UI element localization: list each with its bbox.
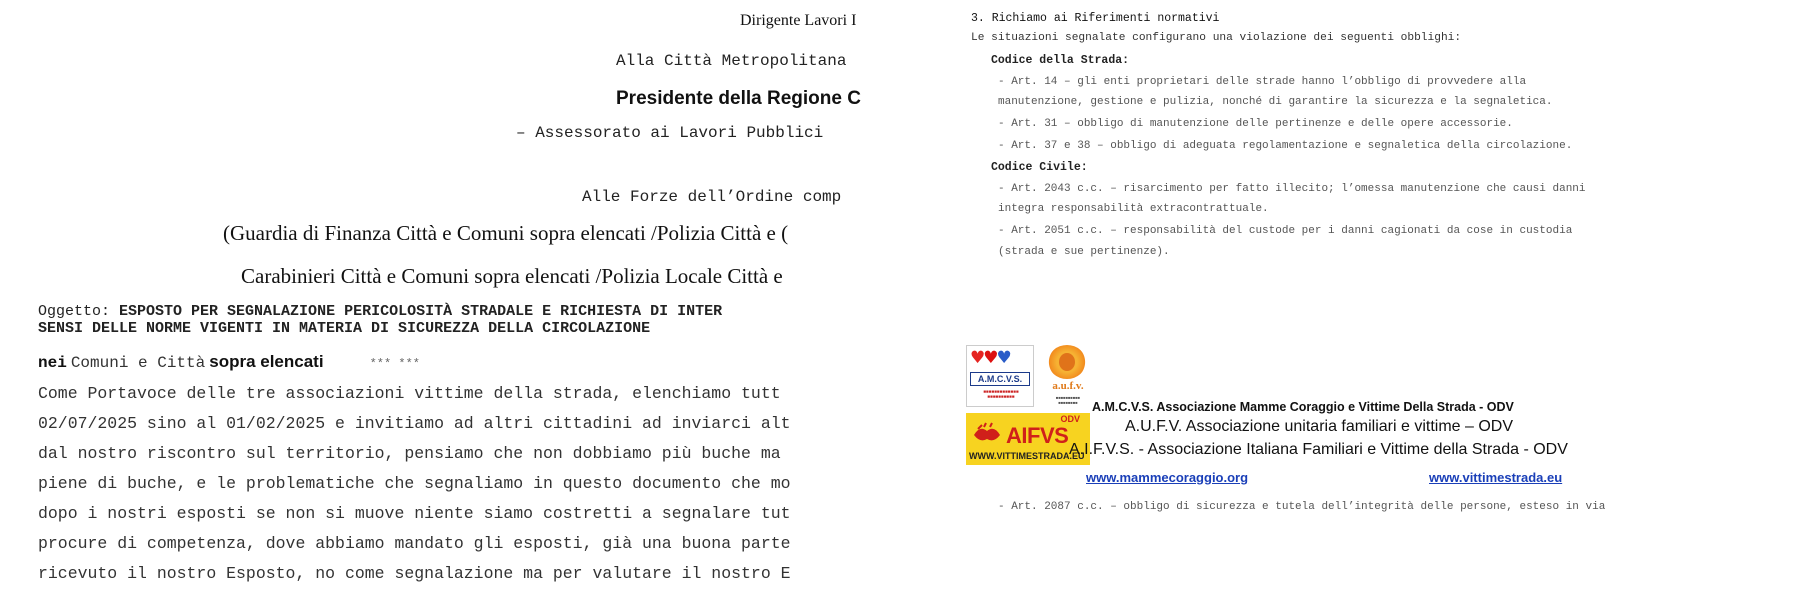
aifvs-logo-text: AIFVS [1006, 423, 1069, 448]
addressee-forze-ordine: Alle Forze dell’Ordine comp [582, 188, 842, 206]
addressee-dirigente: Dirigente Lavori I [740, 12, 857, 29]
codice-civile-heading: Codice Civile: [991, 161, 1088, 174]
addressee-presidente-regione: Presidente della Regione C [616, 88, 861, 109]
body-line: piene di buche, e le problematiche che segnaliamo in questo documento che mo [38, 474, 791, 493]
codice-strada-item: - Art. 31 – obbligo di manutenzione delle pertinenze e delle opere accessorie. [998, 118, 1513, 130]
codice-strada-item: - Art. 37 e 38 – obbligo di adeguata regolamentazione e segnaletica della circolazione. [998, 140, 1573, 152]
amcvs-logo [966, 345, 1034, 407]
body-line: ricevuto il nostro Esposto, no come segnalazione ma per valutare il nostro E [38, 564, 791, 583]
oggetto-label: Oggetto: [38, 303, 111, 320]
codice-civile-item: (strada e sue pertinenze). [998, 246, 1170, 258]
nei-sopra-elencati: sopra elencati [209, 352, 324, 371]
aifvs-logo-url: WWW.VITTIMESTRADA.EU [969, 451, 1085, 461]
nei-stars: *** *** [369, 357, 420, 371]
section-title: 3. Richiamo ai Riferimenti normativi [971, 12, 1220, 25]
letter-page-left [0, 0, 885, 600]
section-intro: Le situazioni segnalate configurano una violazione dei seguenti obblighi: [971, 32, 1462, 44]
aufv-logo-smallprint: ■■■■■■■■■■ ■■■■■■■■ [1055, 395, 1081, 405]
addressee-citta-metropolitana: Alla Città Metropolitana [616, 52, 847, 70]
hearts-icon: ♥♥♥ [970, 348, 1010, 368]
nei-word: nei [38, 354, 67, 372]
association-aifvs: A.I.F.V.S. - Associazione Italiana Familiari e Vittime della Strada - ODV [1069, 441, 1568, 458]
body-line: dal nostro riscontro sul territorio, pensiamo che non dobbiamo più buche ma [38, 444, 781, 463]
link-vittimestrada[interactable]: www.vittimestrada.eu [1429, 470, 1563, 485]
aufv-logo-text: a.u.f.v. [1052, 380, 1084, 392]
association-logos [966, 345, 1085, 465]
amcvs-logo-text: A.M.C.V.S. [970, 372, 1030, 386]
body-line: Come Portavoce delle tre associazioni vittime della strada, elenchiamo tutt [38, 384, 781, 403]
amcvs-logo-smallprint: ■■■■■■■■■■■■■ ■■■■■■■■■■ [983, 389, 1019, 399]
oggetto-text-1: ESPOSTO PER SEGNALAZIONE PERICOLOSITÀ STRADALE E RICHIESTA DI INTER [119, 303, 723, 320]
codice-civile-item: - Art. 2043 c.c. – risarcimento per fatto illecito; l’omessa manutenzione che causi danni [998, 183, 1586, 195]
codice-strada-item: manutenzione, gestione e pulizia, nonché di garantire la sicurezza e la segnaletica. [998, 96, 1553, 108]
addressee-assessorato: – Assessorato ai Lavori Pubblici [516, 124, 824, 142]
codice-civile-item: - Art. 2087 c.c. – obbligo di sicurezza e tutela dell’integrità delle persone, esteso in via [998, 501, 1606, 513]
codice-strada-item: - Art. 14 – gli enti proprietari delle strade hanno l’obbligo di provvedere alla [998, 76, 1527, 88]
oggetto-line-1 [38, 303, 722, 320]
association-amcvs: A.M.C.V.S. Associazione Mamme Coraggio e Vittime Della Strada - ODV [1092, 400, 1514, 414]
codice-civile-item: integra responsabilità extracontrattuale. [998, 203, 1269, 215]
link-mammecoraggio[interactable]: www.mammecoraggio.org [1086, 470, 1249, 485]
addressee-guardia-finanza: (Guardia di Finanza Città e Comuni sopra elencati /Polizia Città e ( [223, 221, 789, 245]
body-line: dopo i nostri esposti se non si muove niente siamo costretti a segnalare tut [38, 504, 791, 523]
nei-comuni: Comuni e Città [70, 354, 206, 372]
codice-strada-heading: Codice della Strada: [991, 54, 1130, 67]
figure-icon [1059, 353, 1075, 371]
aifvs-odv-text: ODV [1060, 414, 1080, 424]
body-line: 02/07/2025 sino al 01/02/2025 e invitiamo ad altri cittadini ad inviarci alt [38, 414, 791, 433]
association-aufv: A.U.F.V. Associazione unitaria familiari e vittime – ODV [1125, 418, 1514, 435]
oggetto-text-2: SENSI DELLE NORME VIGENTI IN MATERIA DI SICUREZZA DELLA CIRCOLAZIONE [38, 320, 651, 337]
nei-line [38, 352, 420, 372]
body-line: procure di competenza, dove abbiamo mandato gli esposti, già una buona parte [38, 534, 791, 553]
hands-icon [972, 421, 1002, 447]
codice-civile-item: - Art. 2051 c.c. – responsabilità del custode per i danni cagionati da cose in custodia [998, 225, 1573, 237]
addressee-carabinieri: Carabinieri Città e Comuni sopra elencati /Polizia Locale Città e [241, 264, 783, 288]
oggetto-line-2 [38, 320, 650, 337]
aufv-logo [1042, 345, 1092, 407]
letter-page-right [960, 0, 1800, 600]
